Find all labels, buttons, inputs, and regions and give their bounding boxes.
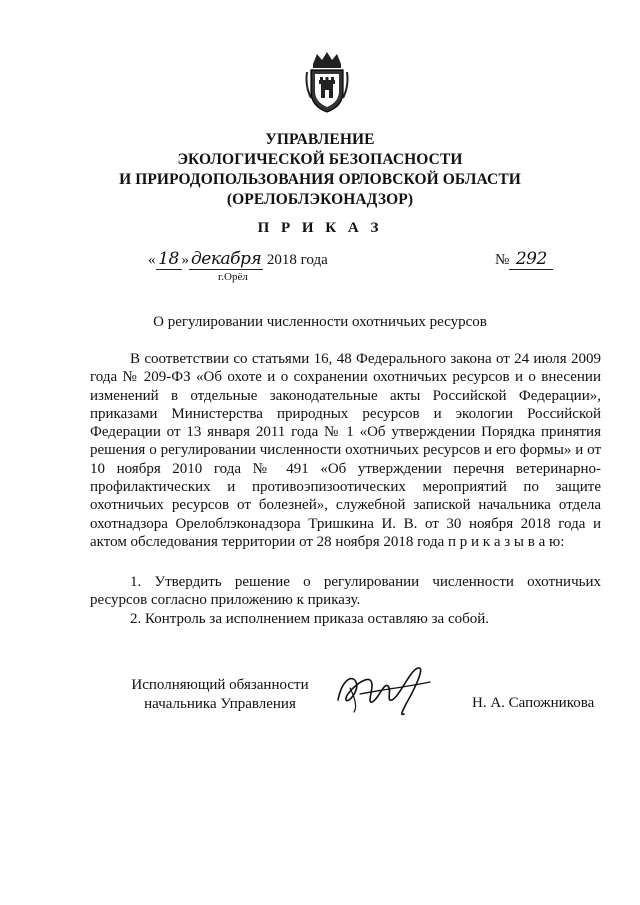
order-item: 2. Контроль за исполнением приказа оставляю за собой. [130,610,490,627]
number-value: 292 [509,249,553,270]
date-year: 2018 года [266,252,328,268]
org-line-1: УПРАВЛЕНИЕ [265,131,375,148]
signature-icon [330,660,440,720]
position-line-2: начальника Управления [144,696,296,712]
order-subject: О регулировании численности охотничьих ресурсов [153,314,487,330]
signatory-name: Н. А. Сапожникова [472,695,595,711]
date-month: декабря [191,249,262,269]
signatory-position [120,676,320,714]
coat-of-arms-icon [303,50,351,114]
org-line-2: ЭКОЛОГИЧЕСКОЙ БЕЗОПАСНОСТИ [177,151,463,168]
date-line [148,249,328,273]
order-number [495,249,553,270]
order-body: В соответствии со статьями 16, 48 Федерального закона от 24 июля 2009 года № 209-ФЗ «Об охоте и о сохранении охотничьих ресурсов и о внесении изменений в отдельные законодательные акты Российской Федерации», приказами Министерства природных ресурсов и экологии Российской Федерации от 13 января 2011 года № 1 «Об утверждении Порядка принятия решения о регулировании численности охотничьих ресурсов и его формы» и от 10 ноября 2010 года № 491 «Об утверждении перечня ветеринарно-профилактических и противоэпизоотических мероприятий по защите охотничьих ресурсов от болезней», служебной запиской начальника отдела охотнадзора Орелоблэконадзора Тришкина И. В. от 30 ноября 2018 года и актом обследования территории от 28 ноября 2018 года п р и к а з ы в а ю: [90,351,601,550]
position-line-1: Исполняющий обязанности [131,677,309,693]
date-open-quote: « [148,252,156,268]
date-close-quote: » [181,252,189,268]
number-sign: № [495,252,510,268]
organization-heading [0,130,640,210]
order-items [90,573,601,628]
city-label: г.Орёл [218,271,248,283]
org-line-4: (ОРЕЛОБЛЭКОНАДЗОР) [226,191,414,208]
date-day: 18 [156,249,182,270]
document-type-title: П Р И К А З [257,220,383,236]
org-line-3: И ПРИРОДОПОЛЬЗОВАНИЯ ОРЛОВСКОЙ ОБЛАСТИ [119,171,521,188]
order-item: 1. Утвердить решение о регулировании численности охотничьих ресурсов согласно приложению к приказу. [90,574,601,609]
